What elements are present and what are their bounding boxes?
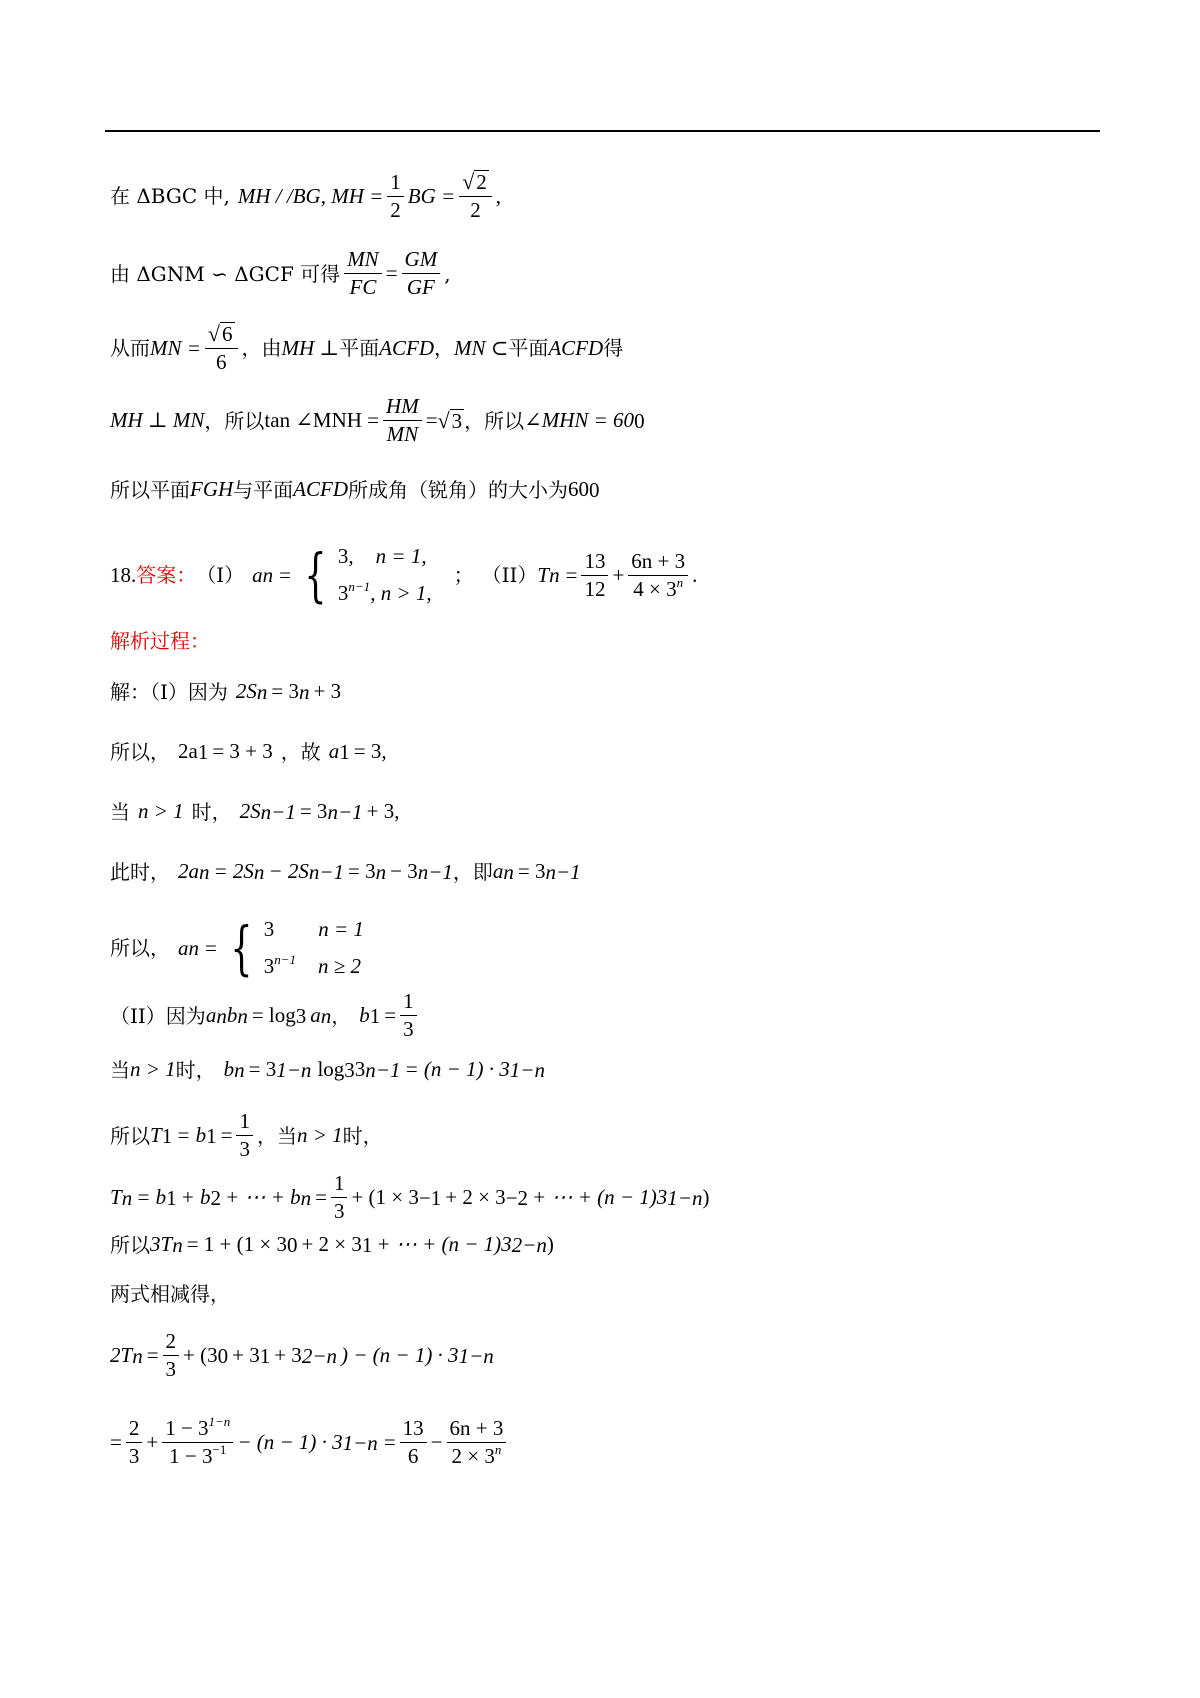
header-rule bbox=[105, 130, 1100, 132]
fraction: $\frac{13}{6}$ bbox=[400, 1417, 427, 1468]
fraction: $\frac{1}{3}$ bbox=[236, 1110, 253, 1161]
text: 在 ΔBGC 中, bbox=[110, 184, 230, 209]
sqrt: √ 6 bbox=[207, 321, 233, 347]
fraction: $\frac{2}{3}$ bbox=[126, 1417, 143, 1468]
fraction: $\frac{GM}{GF}$ bbox=[402, 248, 441, 299]
fraction bbox=[387, 171, 404, 222]
fraction: $\frac{13}{12}$ bbox=[581, 550, 608, 601]
step-line: 所以 T 1 = b 1 = $\frac{1}{3}$ ，当 n > 1 时， bbox=[110, 1109, 383, 1162]
denominator: 2 bbox=[390, 197, 401, 222]
step-line: 此时， 2a n = 2S n − 2S n−1 = 3 n − 3 n−1 ，即 a n = 3 n−1 bbox=[110, 859, 581, 884]
step-line: = $\frac{2}{3}$ + $\frac{1 - 3^{1-n}}{1 - 3^{-1}}$ − (n − 1) · 3 1−n = $\frac{13}{6}$ − $\frac{6n + 3}{2 \times 3^n}$ bbox=[110, 1417, 510, 1468]
step-line: 解：（I）因为 2S n = 3 n + 3 bbox=[110, 679, 342, 704]
step-line: 两式相减得， bbox=[110, 1282, 230, 1306]
fraction: $\frac{6n + 3}{4 \times 3^n}$ bbox=[628, 550, 688, 601]
sqrt: √ 3 bbox=[437, 408, 463, 434]
step-line: T n = b 1 + b 2 + ⋯ + b n = $\frac{1}{3}$ + (1 × 3 −1 + 2 × 3 −2 + ⋯ + (n − 1)3 1−n ) bbox=[110, 1171, 710, 1224]
question-18-answer: 18. 答案： （I） a n = { 3, n = 1, $3^{n-1}$, n > 1, ； （II） T n = $\frac{13}{12}$ + $\frac{6n + 3}{4 \times 3^n}$ . bbox=[110, 541, 698, 610]
step-line: （II）因为 a n b n = log 3 a n ， b 1 = $\frac{1}{3}$ bbox=[110, 990, 421, 1041]
fraction: $\frac{HM}{MN}$ bbox=[383, 395, 422, 446]
step-line: 所以， a n = { 3 n = 1 $3^{n-1}$ n ≥ 2 bbox=[110, 914, 364, 983]
step-line: 所以 3T n = 1 + (1 × 3 0 + 2 × 3 1 + ⋯ + (n − 1)3 2−n ) bbox=[110, 1232, 554, 1257]
math: BG = bbox=[407, 183, 456, 208]
fraction: $\frac{MN}{FC}$ bbox=[344, 248, 382, 299]
fraction bbox=[459, 170, 492, 222]
step-line: 所以， 2a 1 = 3 + 3 ，故 a 1 = 3, bbox=[110, 739, 387, 764]
piecewise-cases: 3, n = 1, $3^{n-1}$, n > 1, bbox=[337, 544, 432, 606]
math: MH / /BG, MH = bbox=[237, 183, 384, 208]
fraction: $\frac{1}{3}$ bbox=[331, 1172, 348, 1223]
text-line-5: 所以平面 FGH 与平面 ACFD 所成角（锐角）的大小为 60 0 bbox=[110, 477, 600, 502]
denominator: 2 bbox=[470, 198, 481, 223]
fraction: $\frac{6n + 3}{2 \times 3^n}$ bbox=[447, 1417, 507, 1468]
analysis-heading: 解析过程： bbox=[110, 629, 210, 653]
text-line-1: 在 ΔBGC 中, MH / /BG, MH = $\frac{1}{2}$ BG = √ 2 2 , bbox=[110, 169, 502, 223]
numerator: 1 bbox=[387, 171, 404, 197]
text: 由 ΔGNM ∽ ΔGCF 可得 bbox=[110, 261, 341, 286]
answer-label: 答案： bbox=[136, 563, 197, 588]
fraction: $\frac{1}{3}$ bbox=[400, 990, 417, 1041]
fraction: $\frac{2}{3}$ bbox=[163, 1330, 180, 1381]
step-line: 当 n > 1 时， 2S n−1 = 3 n−1 + 3, bbox=[110, 799, 400, 824]
fraction: √ 6 6 bbox=[205, 322, 238, 374]
fraction: $\frac{1 - 3^{1-n}}{1 - 3^{-1}}$ bbox=[162, 1417, 233, 1468]
piecewise-cases: 3 n = 1 $3^{n-1}$ n ≥ 2 bbox=[263, 917, 364, 979]
text-line-2: 由 ΔGNM ∽ ΔGCF 可得 $\frac{MN}{FC}$ = $\frac{GM}{GF}$ , bbox=[110, 247, 451, 300]
text-line-4: MH ⊥ MN ，所以 tan ∠MNH = $\frac{HM}{MN}$ = √ 3 ，所以 ∠MHN = 60 0 bbox=[110, 394, 645, 447]
sqrt: √ 2 bbox=[462, 169, 487, 195]
text-line-3: 从而 MN = √ 6 6 ，由 MH ⊥ 平面 ACFD ， MN ⊂ 平面 ACFD 得 bbox=[110, 321, 624, 375]
step-line: 当 n > 1 时， b n = 3 1−n log 3 3 n−1 = (n − 1) · 3 1−n bbox=[110, 1057, 545, 1082]
step-line: 2T n = $\frac{2}{3}$ + (3 0 + 3 1 + 3 2−n ) − (n − 1) · 3 1−n bbox=[110, 1329, 494, 1382]
